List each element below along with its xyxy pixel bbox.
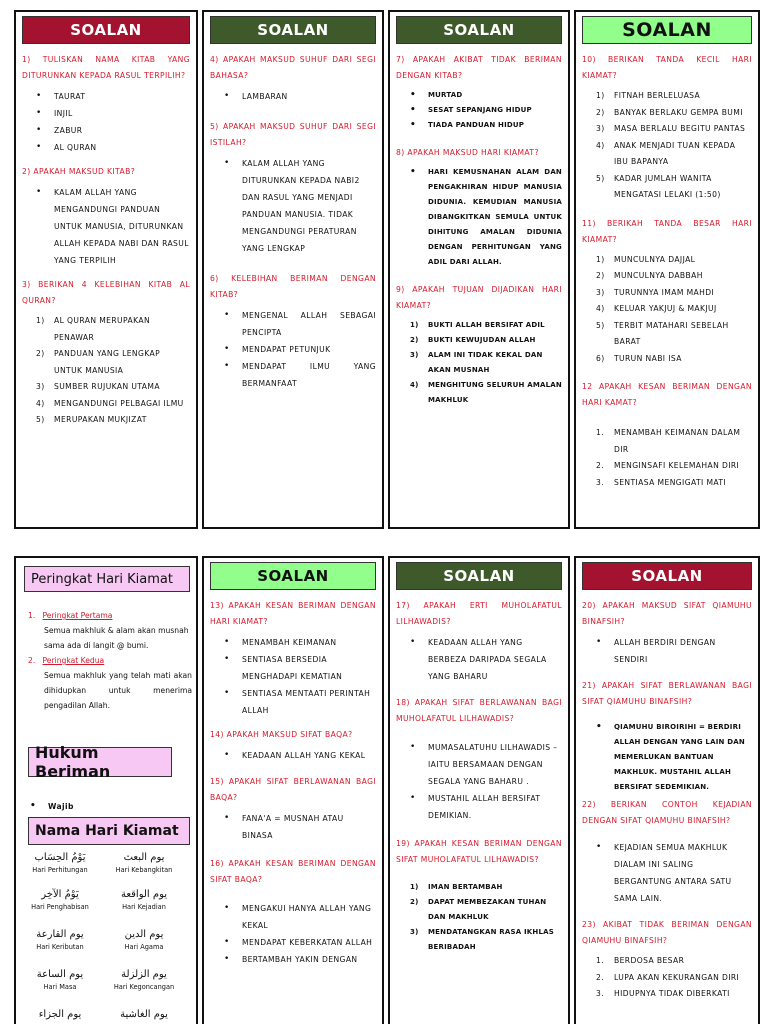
card-header: SOALAN bbox=[582, 16, 752, 44]
list-item: 1) FITNAH BERLELUASA bbox=[596, 91, 701, 100]
list-item: • MENGENAL ALLAH SEBAGAI PENCIPTA bbox=[210, 307, 376, 341]
answer-list-4 bbox=[210, 88, 376, 105]
peringkat-1-text: Semua makhluk & alam akan musnah sama ada di langit @ bumi. bbox=[44, 626, 189, 650]
list-item: 3) TURUNNYA IMAM MAHDI bbox=[596, 287, 715, 297]
list-item: • FANA'A = MUSNAH ATAU BINASA bbox=[210, 810, 376, 844]
answer-list-8 bbox=[396, 165, 562, 270]
list-item: 1) BUKTI ALLAH BERSIFAT ADIL bbox=[410, 321, 545, 329]
list-item: 3) MENDATANGKAN RASA IKHLAS BERIBADAH bbox=[410, 928, 554, 951]
peringkat-2-label: Peringkat Kedua bbox=[42, 656, 105, 665]
name-entry: يَوْمُ الآخِر Hari Penghabisan bbox=[31, 889, 89, 911]
list-item: • KEJADIAN SEMUA MAKHLUK DIALAM INI SALING BERGANTUNG ANTARA SATU SAMA LAIN. bbox=[582, 839, 752, 907]
list-item: 3) MASA BERLALU BEGITU PANTAS bbox=[596, 124, 746, 133]
list-item: 1. BERDOSA BESAR bbox=[596, 956, 685, 965]
question-23: 23) AKIBAT TIDAK BERIMAN DENGAN QIAMUHU BINAFSIH? bbox=[582, 920, 752, 945]
list-item: 3) ALAM INI TIDAK KEKAL DAN AKAN MUSNAH bbox=[410, 351, 543, 374]
card-info: Peringkat Hari Kiamat 1. Peringkat Pertama Semua makhluk & alam akan musnah sama ada di langit @ bumi. 2. Peringkat Kedua Semua makhluk yang telah mati akan dihidupkan untuk menerima pengadilan Allah. Hukum Beriman • Wajib Nama Hari Kiamat يَوْمُ الحِسَاب Hari Perhitungan يوم البعث Hari Kebangkitan يَوْمُ الآخِر Hari Penghabisan يوم الواقعة Hari Kejadian يوم القارعة Hari Keributan يوم الدين Hari Agama يوم الساعة Hari Masa يوم الزلزلة Hari Kegoncangan يوم الجزاء يوم الغاشية bbox=[14, 556, 198, 1024]
question-13: 13) APAKAH KESAN BERIMAN DENGAN HARI KIAMAT? bbox=[210, 601, 376, 626]
answer-list-21 bbox=[582, 720, 752, 795]
list-item: • MUSTAHIL ALLAH BERSIFAT DEMIKIAN. bbox=[396, 790, 562, 824]
list-item: • BERTAMBAH YAKIN DENGAN bbox=[210, 951, 376, 968]
answer-list-14 bbox=[210, 747, 376, 764]
name-entry: يوم البعث Hari Kebangkitan bbox=[115, 852, 173, 874]
card-header: SOALAN bbox=[210, 16, 376, 44]
answer-list-16 bbox=[210, 900, 376, 968]
list-item: 5) MERUPAKAN MUKJIZAT bbox=[36, 415, 147, 424]
list-item: 4) MENGHITUNG SELURUH AMALAN MAKHLUK bbox=[410, 381, 562, 404]
list-item: • SENTIASA BERSEDIA MENGHADAPI KEMATIAN bbox=[210, 651, 376, 685]
card-header: SOALAN bbox=[582, 562, 752, 590]
list-item: • MENDAPAT ILMU YANG BERMANFAAT bbox=[210, 358, 376, 392]
answer-list-18 bbox=[396, 739, 562, 824]
list-item: 1) IMAN BERTAMBAH bbox=[410, 883, 503, 891]
question-11: 11) BERIKAH TANDA BESAR HARI KIAMAT? bbox=[582, 218, 752, 244]
question-10: 10) BERIKAN TANDA KECIL HARI KIAMAT? bbox=[582, 55, 752, 80]
question-22: 22) BERIKAN CONTOH KEJADIAN DENGAN SIFAT QIAMUHU BINAFSIH? bbox=[582, 800, 752, 825]
card-soalan-4 bbox=[574, 10, 760, 529]
answer-list-2 bbox=[22, 184, 190, 269]
answer-list-15 bbox=[210, 810, 376, 844]
answer-list-19 bbox=[396, 880, 562, 955]
question-12: 12 APAKAH KESAN BERIMAN DENGAN HARI KAMAT? bbox=[582, 382, 752, 407]
name-entry: يَوْمُ الحِسَاب Hari Perhitungan bbox=[32, 852, 88, 874]
name-entry: يوم الواقعة Hari Kejadian bbox=[120, 889, 168, 911]
nama-title: Nama Hari Kiamat bbox=[28, 817, 190, 845]
card-soalan-2 bbox=[202, 10, 384, 529]
list-item: • AL QURAN bbox=[22, 139, 190, 156]
list-item: • TAURAT bbox=[22, 88, 190, 105]
card-soalan-7 bbox=[388, 556, 570, 1024]
list-item: 2) BUKTI KEWUJUDAN ALLAH bbox=[410, 336, 536, 344]
question-1: 1) TULISKAN NAMA KITAB YANG DITURUNKAN KEPADA RASUL TERPILIH? bbox=[22, 55, 190, 80]
answer-list-11 bbox=[582, 252, 752, 368]
peringkat-1-label: Peringkat Pertama bbox=[42, 611, 113, 620]
list-item: 2. MENGINSAFI KELEMAHAN DIRI bbox=[596, 461, 740, 470]
question-19: 19) APAKAH KESAN BERIMAN DENGAN SIFAT MUHOLAFATUL LILHAWADIS? bbox=[396, 839, 562, 864]
list-item: 2) BANYAK BERLAKU GEMPA BUMI bbox=[596, 107, 743, 117]
question-8: 8) APAKAH MAKSUD HARI KIAMAT? bbox=[396, 148, 539, 157]
list-item: 3. SENTIASA MENGIGATI MATI bbox=[596, 477, 727, 487]
list-item: • INJIL bbox=[22, 105, 190, 122]
answer-list-17 bbox=[396, 634, 562, 685]
list-item: 3. HIDUPNYA TIDAK DIBERKATI bbox=[596, 989, 730, 998]
card-header: SOALAN bbox=[396, 562, 562, 590]
list-item: 5) KADAR JUMLAH WANITA MENGATASI LELAKI (1:50) bbox=[596, 173, 721, 199]
card-soalan-8 bbox=[574, 556, 760, 1024]
question-2: 2) APAKAH MAKSUD KITAB? bbox=[22, 167, 136, 176]
question-14: 14) APAKAH MAKSUD SIFAT BAQA? bbox=[210, 730, 353, 739]
name-entry: يوم الزلزلة Hari Kegoncangan bbox=[113, 969, 175, 991]
list-item: 2) PANDUAN YANG LENGKAP UNTUK MANUSIA bbox=[36, 349, 161, 375]
answer-list-23 bbox=[582, 953, 752, 1003]
card-header: SOALAN bbox=[396, 16, 562, 44]
answer-list-10 bbox=[582, 88, 752, 204]
list-item: • TIADA PANDUAN HIDUP bbox=[396, 118, 562, 133]
list-item: • KEADAAN ALLAH YANG KEKAL bbox=[210, 747, 376, 764]
list-item: • MURTAD bbox=[396, 88, 562, 103]
list-item: 5) TERBIT MATAHARI SEBELAH BARAT bbox=[596, 320, 729, 346]
question-6: 6) KELEBIHAN BERIMAN DENGAN KITAB? bbox=[210, 274, 376, 299]
answer-list-12 bbox=[582, 425, 752, 491]
list-item: • LAMBARAN bbox=[210, 88, 376, 105]
question-17: 17) APAKAH ERTI MUHOLAFATUL LILHAWADIS? bbox=[396, 601, 562, 626]
list-item: 2) MUNCULNYA DABBAH bbox=[596, 271, 703, 280]
list-item: • Wajib bbox=[16, 798, 186, 815]
list-item: • KALAM ALLAH YANG DITURUNKAN KEPADA NABI2 DAN RASUL YANG MENJADI PANDUAN MANUSIA. TIDAK MENGANDUNGI PERATURAN YANG LENGKAP bbox=[210, 155, 376, 257]
question-20: 20) APAKAH MAKSUD SIFAT QIAMUHU BINAFSIH? bbox=[582, 601, 752, 626]
list-item: • MENDAPAT PETUNJUK bbox=[210, 341, 376, 358]
name-entry: يوم الجزاء bbox=[38, 1009, 82, 1020]
answer-list-22 bbox=[582, 839, 752, 907]
question-5: 5) APAKAH MAKSUD SUHUF DARI SEGI ISTILAH? bbox=[210, 122, 376, 147]
card-soalan-6 bbox=[202, 556, 384, 1024]
card-header: SOALAN bbox=[210, 562, 376, 590]
question-7: 7) APAKAH AKIBAT TIDAK BERIMAN DENGAN KITAB? bbox=[396, 55, 562, 80]
hukum-title: Hukum Beriman bbox=[28, 747, 172, 777]
list-item: • KALAM ALLAH YANG MENGANDUNGI PANDUAN UNTUK MANUSIA, DITURUNKAN ALLAH KEPADA NABI DAN RASUL YANG TERPILIH bbox=[22, 184, 190, 269]
name-entry: يوم الدين Hari Agama bbox=[124, 929, 164, 951]
list-item: • SENTIASA MENTAATI PERINTAH ALLAH bbox=[210, 685, 376, 719]
answer-list-1 bbox=[22, 88, 190, 156]
answer-list-7 bbox=[396, 88, 562, 133]
peringkat-title: Peringkat Hari Kiamat bbox=[24, 566, 190, 592]
list-item: 2) DAPAT MEMBEZAKAN TUHAN DAN MAKHLUK bbox=[410, 898, 547, 921]
list-item: • MUMASALATUHU LILHAWADIS – IAITU BERSAMAAN DENGAN SEGALA YANG BAHARU . bbox=[396, 739, 562, 790]
list-item: • ALLAH BERDIRI DENGAN SENDIRI bbox=[582, 634, 752, 668]
card-soalan-3 bbox=[388, 10, 570, 529]
list-item: 2. LUPA AKAN KEKURANGAN DIRI bbox=[596, 972, 740, 982]
card-header: SOALAN bbox=[22, 16, 190, 44]
list-item: • MENAMBAH KEIMANAN bbox=[210, 634, 376, 651]
list-item: • MENDAPAT KEBERKATAN ALLAH bbox=[210, 934, 376, 951]
list-item: 4) MENGANDUNGI PELBAGAI ILMU bbox=[36, 398, 184, 408]
answer-list-3 bbox=[22, 313, 190, 429]
answer-list-6 bbox=[210, 307, 376, 392]
name-entry: يوم الساعة Hari Masa bbox=[36, 969, 84, 991]
question-16: 16) APAKAH KESAN BERIMAN DENGAN SIFAT BAQA? bbox=[210, 859, 376, 884]
question-21: 21) APAKAH SIFAT BERLAWANAN BAGI SIFAT QIAMUHU BINAFSIH? bbox=[582, 681, 752, 706]
answer-list-20 bbox=[582, 634, 752, 668]
list-item: • HARI KEMUSNAHAN ALAM DAN PENGAKHIRAN HIDUP MANUSIA DIDUNIA. KEMUDIAN MANUSIA DIBANGKITKAN SEMULA UNTUK DIHITUNG AMALAN DIDUNIA DENGAN PERHITUNGAN YANG ADIL DARI ALLAH. bbox=[396, 165, 562, 270]
question-15: 15) APAKAH SIFAT BERLAWANAN BAGI BAQA? bbox=[210, 777, 376, 802]
list-item: 1) AL QURAN MERUPAKAN PENAWAR bbox=[36, 316, 151, 342]
card-soalan-1 bbox=[14, 10, 198, 529]
peringkat-2-text: Semua makhluk yang telah mati akan dihidupkan untuk menerima pengadilan Allah. bbox=[44, 671, 192, 710]
list-item: • SESAT SEPANJANG HIDUP bbox=[396, 103, 562, 118]
question-9: 9) APAKAH TUJUAN DIJADIKAN HARI KIAMAT? bbox=[396, 285, 562, 310]
answer-list-9 bbox=[396, 318, 562, 408]
list-item: • ZABUR bbox=[22, 122, 190, 139]
question-4: 4) APAKAH MAKSUD SUHUF DARI SEGI BAHASA? bbox=[210, 55, 376, 80]
hukum-list bbox=[16, 798, 186, 815]
name-entry: يوم القارعة Hari Keributan bbox=[36, 929, 84, 951]
list-item: • MENGAKUI HANYA ALLAH YANG KEKAL bbox=[210, 900, 376, 934]
list-item: • QIAMUHU BIROIRIHI = BERDIRI ALLAH DENGAN YANG LAIN DAN MEMERLUKAN BANTUAN MAKHLUK. MUSTAHIL ALLAH BERSIFAT SEDEMIKIAN. bbox=[582, 720, 752, 795]
list-item: 3) SUMBER RUJUKAN UTAMA bbox=[36, 382, 160, 391]
answer-list-5 bbox=[210, 155, 376, 257]
list-item: 4) ANAK MENJADI TUAN KEPADA IBU BAPANYA bbox=[596, 140, 736, 166]
list-item: 1) MUNCULNYA DAJJAL bbox=[596, 254, 696, 264]
list-item: 4) KELUAR YAKJUJ & MAKJUJ bbox=[596, 304, 717, 313]
name-entry: يوم الغاشية bbox=[120, 1009, 168, 1020]
list-item: • KEADAAN ALLAH YANG BERBEZA DARIPADA SEGALA YANG BAHARU bbox=[396, 634, 562, 685]
question-3: 3) BERIKAN 4 KELEBIHAN KITAB AL QURAN? bbox=[22, 280, 190, 305]
answer-list-13 bbox=[210, 634, 376, 719]
list-item: 1. MENAMBAH KEIMANAN DALAM DIR bbox=[596, 428, 741, 454]
list-item: 6) TURUN NABI ISA bbox=[596, 353, 682, 363]
question-18: 18) APAKAH SIFAT BERLAWANAN BAGI MUHOLAFATUL LILHAWADIS? bbox=[396, 698, 562, 723]
